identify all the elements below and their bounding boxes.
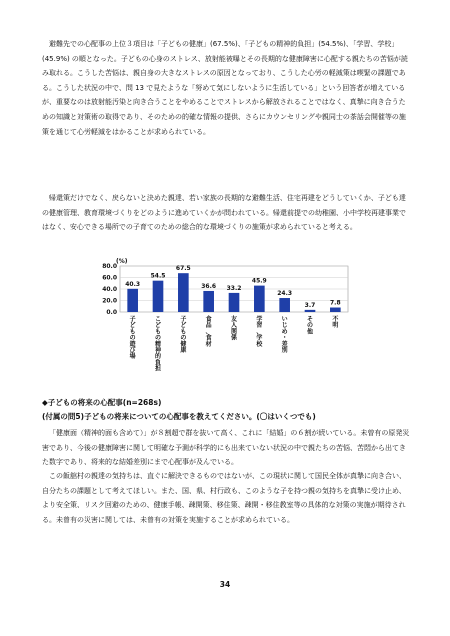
survey-question: (付属の問5)子どもの将来についての心配事を教えてください。(〇はいくつでも) <box>42 412 316 421</box>
page-number: 34 <box>219 580 231 589</box>
bar-value-label: 40.3 <box>125 280 141 288</box>
category-label: 学習、学校 <box>256 316 263 348</box>
bar <box>178 273 189 312</box>
bar-value-label: 45.9 <box>251 277 267 285</box>
bar <box>229 293 240 312</box>
bar <box>127 289 138 312</box>
bar <box>305 310 316 312</box>
category-label: その他 <box>306 316 314 336</box>
bar-value-label: 33.2 <box>226 284 242 292</box>
bar <box>203 291 214 312</box>
paragraph-policy-recommendation: 帰還策だけでなく、戻らないと決めた親達、若い家族の長期的な避難生活、住宅再建をどうしていくか、子ども達の健康管理、教育環境づくりをどのように進めていくかが問われている。帰還前提での幼稚園、小中学校再建事業ではなく、安心できる場所での子育てのための総合的な環境づくりの施策が求められていると考える。 <box>42 194 406 232</box>
paragraph-worries-summary: 避難先での心配事の上位３項目は「子どもの健康」(67.5%)、「子どもの精神的負担」(54.5%)、「学習、学校」(45.9%) の順となった。子どもの心身のストレス、放射能被曝とその長期的な健康障害に心配する親たちの苦悩が読み取れる。こうした苦悩は、親自身の大きなストレスの原因となっており、こうした心労の軽減策は喫緊の課題である。こうした状況の中で、問 13 で見たような「努めて気にしないように生活している」という回答者が増えているが、重要なのは放射能汚染と向き合うことをやめることでストレスから解放されることではなく、真摯に向き合うための知識と対策術の取得であり、そのための的確な情報の提供、さらにカウンセリングや親同士の茶話会開催等の施策を通じて心労軽減をはかることが求められている。 <box>42 40 408 136</box>
paragraph-health-marriage: 「健康面（精神的面も含めて）」が８割超で群を抜いて高く、これに「結婚」の６割が続いている。未曾有の原発災害であり、今後の健康障害に関して明確な予測が科学的にも出来ていない状況の中で親たちの苦悩、苦悶から出てきた数字であり、将来的な結婚差別にまで心配事が及んでいる。 <box>42 429 410 467</box>
bar <box>279 298 290 312</box>
category-label: こどもの精神的負担 <box>154 316 162 373</box>
bar <box>153 281 164 312</box>
y-tick-label: 20.0 <box>102 297 117 305</box>
bar-value-label: 36.6 <box>201 282 217 290</box>
bar-value-label: 7.8 <box>330 299 341 307</box>
y-tick-label: 80.0 <box>102 263 117 270</box>
category-label: いじめ・差別 <box>281 316 288 354</box>
y-tick-label: 0.0 <box>106 309 117 316</box>
worries-bar-chart <box>98 254 358 374</box>
bar-value-label: 54.5 <box>150 272 166 280</box>
bar <box>330 308 341 312</box>
y-tick-label: 60.0 <box>102 274 117 282</box>
chart-canvas <box>98 254 358 374</box>
y-unit-label: (%) <box>116 258 128 265</box>
y-tick-label: 40.0 <box>102 286 117 293</box>
category-label: 子どもの健康 <box>180 316 187 354</box>
section-title: ◆子どもの将来の心配事(n=268s) <box>42 398 162 407</box>
category-label: 子どもの遊び場 <box>129 316 136 361</box>
category-label: 食品、食材 <box>205 316 212 348</box>
bar-value-label: 67.5 <box>175 265 191 273</box>
bar-value-label: 3.7 <box>304 301 316 309</box>
bar <box>254 286 265 312</box>
bar-value-label: 24.3 <box>277 290 293 298</box>
category-label: 友人関係 <box>230 316 238 342</box>
category-label: 不明 <box>332 316 339 330</box>
paragraph-call-to-action: この飯舘村の親達の気持ちは、直ぐに解決できるものではないが、この現状に関して国民全体が真摯に向き合い、自分たちの課題として考えてほしい。また、国、県、村行政も、このような子を持つ親の気持ちを真摯に受け止め、より安全策、リスク回避のための、健康手帳、疎開策、移住策、疎開・移住教室等の具体的な対策の実施が期待される。未曾有の災害に関しては、未曾有の対策を実施することが求められている。 <box>42 472 406 524</box>
